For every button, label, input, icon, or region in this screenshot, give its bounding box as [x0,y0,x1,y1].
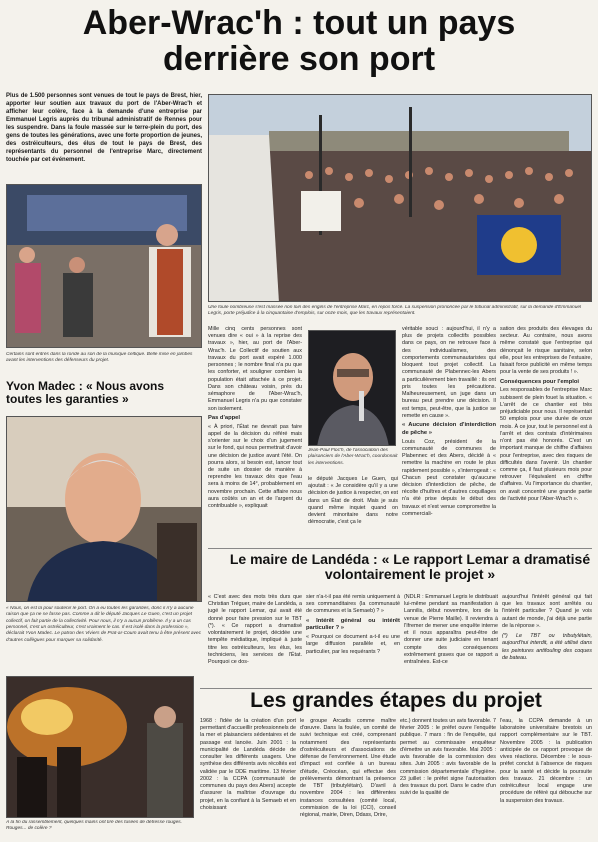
madec-caption: « Nous, on est là pour soutenir le port. On a eu toutes les garanties, donc il n'y a aucune raison que ça ne se fasse pas. Comme a dit le député Jacques Le Guen, c'est un projet collectif, on fait partie de la collectivité. Pour nous, il n'y a aucun problème. Il y a un cas personnel, c'est un ostréiculteur, c'est vraiment le cas. Il est isolé dans la profession », déclarait Yvon Madec. Le patron des Viviers de Prat-ar-Coum avait tenu à être présent avec d'autres collègues pour marquer sa solidarité. [6,606,202,643]
main-col-2: le député Jacques Le Guen, qui ajoutait : « Je considère qu'il y a une décision de justice à respecter, on est dans un État de droit. Mais je suis quand même inquiet quand on devient minoritaire dans notre démocratie, c'est ça le [308,476,398,526]
maire-headline: Le maire de Landéda : « Le rapport Lemar a dramatisé volontairement le projet » [229,552,591,583]
torches-scene [7,677,194,818]
crowd-caption: Une foule nombreuse s'est massée non loin des engins de l'entreprise Marc, en repos forcé. La suspension prononcée par le tribunal administratif, sur la demande d'Emmanuel Legris, porte préjudice à la cinquantaine d'emplois, sur onze mois, que les travaux représentaient. [208,305,582,317]
main-para-5: Louis Coz, président de la communauté de communes de Plabennec et des Abers, décidé à « remettre la machine en route le plus rapidement possible », s'interrogeait : « Chacun peut constater qu'aucune décision d'interdiction de pêche, de récolte d'huîtres et d'autres coquillages n'a été prise depuis le début des travaux et n'est venue compromettre la commerciali- [402,438,496,517]
maire-footnote: (*) Le TBT ou tributylétain, aujourd'hui interdit, a été utilisé dans les peintures antifouling des coques de bateau. [502,633,592,661]
etapes-headline: Les grandes étapes du projet [250,690,542,712]
maire-para-5: aujourd'hui l'intérêt général qui fait que les travaux sont arrêtés ou l'intérêt particulier ? Quand je vois autant de monde, j'ai déjà une partie de la réponse ». [502,594,592,629]
main-col-4 [500,326,592,542]
maire-para-2: sier n'a-t-il pas été remis uniquement à ses commanditaires (la communauté de communes et la Semaeb) ? » [306,594,400,615]
maire-para-3: « Pourquoi ce document a-t-il eu une large diffusion parallèle et, en particulier, par les requérants ? [306,634,400,655]
subhead-peche: « Aucune décision d'interdiction de pêche » [402,422,496,436]
subhead-interet: « Intérêt général ou intérêt particulier ? » [306,617,400,632]
madec-photo [6,416,202,602]
floch-caption: Jean-Paul Floc'h, de l'association des plaisanciers de l'Aber-Wrac'h, coordonnait les interventions. [308,448,398,466]
torches-caption: À la fin du rassemblement, quelques mains ont tiré des fusées de détresse rouges. Rouges... de colère ? [6,820,182,832]
main-para-7: Les responsables de l'entreprise Marc subissent de plein fouet la situation. « L'arrêt de ce chantier est très préjudiciable pour nous. Il représentait 50 emplois pour une durée de onze mois. À ce jour, tout le personnel est à l'arrêt et des contrats d'intérimaires n'ont pas été honorés. C'est un important manque de chiffre d'affaires pour l'entreprise, avec des risques de difficultés dans l'avenir. Un chantier comme ça, il faut plusieurs mois pour retrouver l'équivalent en chiffre d'affaires. Vu l'importance du chantier, on avait concentré une grande partie de l'activité pour l'Aber-Wrac'h ». [500,387,592,502]
maire-col-2 [306,594,400,686]
etapes-col-3: etc.) donnent toutes un avis favorable. 7 février 2005 : le préfet ouvre l'enquête publique. 7 mars : fin de l'enquête, qui permet au commissaire enquêteur d'émettre un avis favorable. Mai 2005 : avis favorable de la commission des sites. Juin 2005 : avis favorable de la commission départementale d'hygiène. 23 juillet : le préfet signe l'autorisation des travaux du port. Dans le cadre d'un suivi de la qualité de [400,718,496,797]
etapes-col-1: 1968 : l'idée de la création d'un port permettant d'accueillir professionnels de la mer et plaisanciers sédentaires et de passage est lancée. Juin 2001 : la municipalité de Landéda décide de consulter les différents usagers. Une synthèse des différents avis récoltés est validée par le DDE maritime. 13 février 2002 : la CCPA (communauté de communes du pays des Abers) accepte d'assurer la maîtrise d'ouvrage du projet, en la confiant à la Semaeb et en choisissant [200,718,296,811]
etapes-col-4: l'eau, la CCPA demande à un laboratoire universitaire brestois un rapport complémentaire sur le TBT. Novembre 2005 : la publication anticipée de ce rapport provoque de vives réactions. Décembre : le sous-préfet conclut à l'absence de risques pour la santé et décide la poursuite des travaux. 21 décembre : un ostréiculteur local engage une procédure de référé qui débouche sur la suspension des travaux. [500,718,592,804]
floch-portrait [309,331,396,446]
crowd-photo [208,94,592,302]
torches-photo [6,676,194,818]
separator-maire [208,548,592,549]
main-para-6: sation des produits des élevages du secteur. Au contraire, nous avons même constaté que l'entreprise qui dénonçait le risque sanitaire, selon elle, pour les entreprises de l'estuaire, faisait force publicité en même temps pour la vente de ses produits ! ». [500,326,592,376]
main-para-2: « À priori, l'État ne devrait pas faire appel de la décision du référé mais s'orienter sur le choix d'un jugement sur le fond, qui nous permettrait d'avoir une décision de justice avant l'été. On pourra alors, si besoin est, lancer tout de suite un dossier de manière à reprendre les travaux dès que l'eau sera à moins de 14°, probablement en novembre prochain. Cette affaire nous aura coûtés un an et de l'argent du contribuable », expliquait [208,423,302,510]
lead-paragraph: Plus de 1.500 personnes sont venues de tout le pays de Brest, hier, apporter leur soutien aux travaux du port de l'Aber-Wrac'h et afficher leur colère, face à la demande d'une entreprise par Emmanuel Legris auprès du tribunal administratif de Rennes pour les suspendre. Dans la foule massée sur le terre-plein du port, des gens de toutes les générations, avec une forte proportion de jeunes, des ostréiculteurs, des élus de tout le pays de Brest, des représentants du personnel de l'entreprise Marc, directement touchée par cet événement. [6,93,202,164]
subhead-emploi: Conséquences pour l'emploi [500,378,580,385]
maire-col-4 [502,594,592,686]
floch-photo [308,330,396,446]
maire-col-3: (NDLR : Emmanuel Legris le distribuait lui-même pendant sa manifestation à Lannilis, début novembre, lors de la venue de Pierre Maille). Il reviendra à l'Ifremer de mener une enquête interne et il nous apparaîtra peut-être de donner une suite judiciaire en tenant compte des conséquences extrêmement graves que ce rapport a entraînées. Est-ce [404,594,498,666]
maire-col-1: « C'est avec des mots très durs que Christian Tréguer, maire de Landéda, a jugé le rapport Lemar, qui avait été donné pour faire pression sur le TBT (*). « Ce rapport a dramatisé volontairement le projet, décidée une tempête médiatique, impliqué à juste titre les ostréiculteurs, les élus, les techniciens, les services de l'État. Pourquoi ce dos- [208,594,302,666]
dance-photo [6,184,202,348]
separator-etapes [200,688,592,689]
main-para-1: Mille cinq cents personnes sont venues dire « oui » à la reprise des travaux », hier, au port de l'Aber-Wrac'h. Le Collectif de soutien aux travaux du port avait espéré 1.000 personnes ; le nombre final n'a pu que les conforter, et souligner combien la population était attachée à ce projet. Dans son château voisin, près du sémaphore de l'Aber-Wrac'h, Emmanuel Legris n'a pu que constater son isolement. [208,326,302,412]
headline [8,6,590,77]
etapes-col-2: le groupe Arcadis comme maître d'œuvre. Dans la foulée, un comité de suivi technique est créé, comprenant notamment des représentants d'ostréiculteurs et d'associations de défense de l'environnement. Une étude d'impact est confiée à un bureau d'étude, Créocéan, qui effectue des prélèvements démontrant la présence de TBT (tributylétain). D'avril à novembre 2004 : les différentes instances consultées (comité local, commission de la loi (CCI), conseil régional, mairie, Diren, Ddass, Drire, [300,718,396,819]
headline-line1: Aber-Wrac'h : tout un pays [82,4,516,42]
madec-headline: Yvon Madec : « Nous avons toutes les garanties » [6,380,165,406]
madec-portrait [7,417,202,602]
subhead-appel: Pas d'appel [208,414,240,421]
dance-scene [7,185,202,348]
dance-caption: Certains sont entrés dans la ronde au son de la musique celtique. Belle mise en jambes avant les interventions des défenseurs du projet. [6,352,193,364]
main-col-3 [402,326,496,542]
headline-line2: derrière son port [162,39,436,78]
main-col-1 [208,326,302,542]
crowd-scene [209,95,592,302]
main-para-4: véritable souci : aujourd'hui, il n'y a plus de projets collectifs possibles dans ce pays, on ne retrouve face à des individualismes, des comportements communautaristes qui bloquent tout projet collectif. La communauté de Plabennec-les Abers a particulièrement bien travaillé : ils ont pris toutes les précautions. Malheureusement, un juge dans un bureau peut prendre une décision. Il est temps, peut-être, que la justice se remette en cause ». [402,326,496,419]
